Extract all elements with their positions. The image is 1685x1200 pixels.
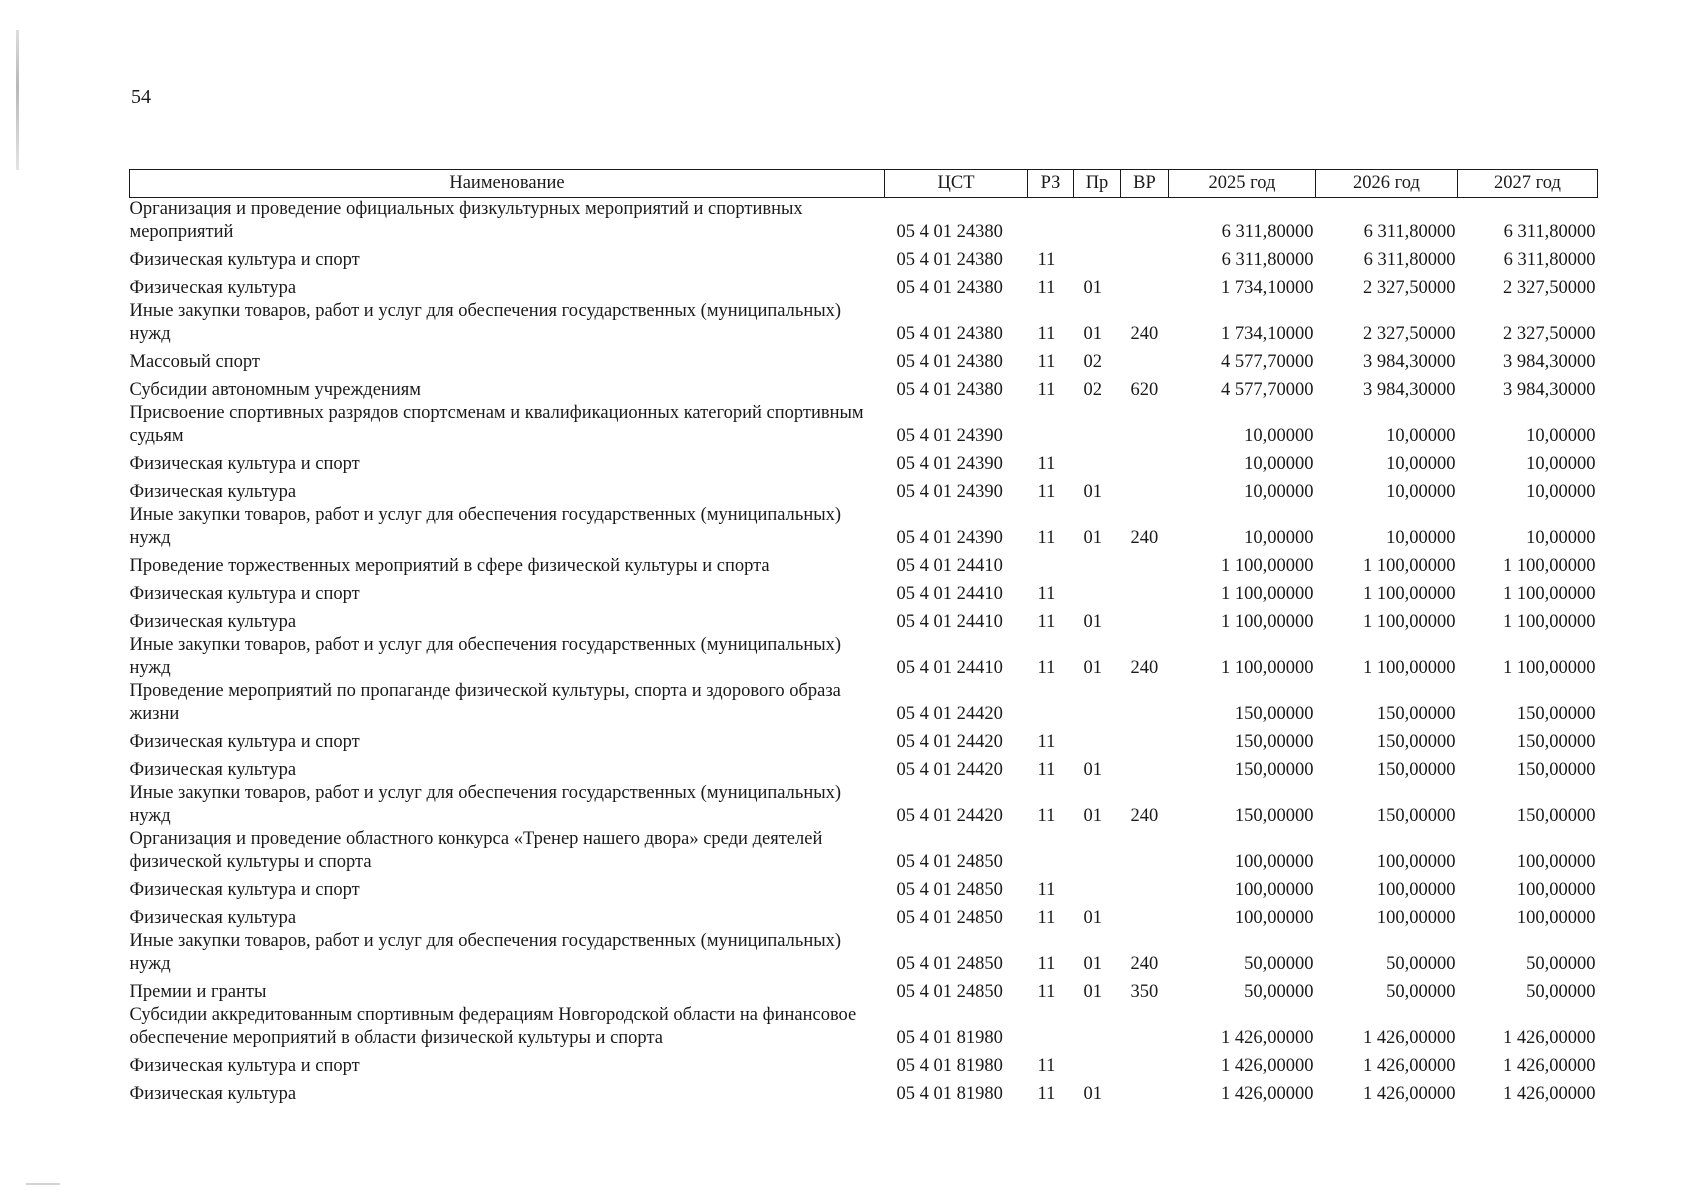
row-rz: 11: [1037, 528, 1056, 548]
row-amount-2027: 150,00000: [1516, 760, 1596, 780]
row-amount-2026: 10,00000: [1386, 482, 1456, 502]
row-vr: [1121, 1004, 1169, 1050]
row-pr: 01: [1083, 278, 1102, 298]
row-name: Премии и гранты: [129, 982, 267, 1002]
row-vr: [1121, 828, 1169, 874]
row-code: 05 4 01 81980: [896, 1056, 1003, 1076]
row-amount-2027: 3 984,30000: [1503, 380, 1596, 400]
row-pr: 01: [1083, 482, 1102, 502]
row-amount-2026: 6 311,80000: [1363, 250, 1456, 270]
row-amount-2026: 150,00000: [1376, 704, 1456, 724]
row-rz: 11: [1037, 806, 1056, 826]
row-vr: [1121, 754, 1169, 782]
row-code: 05 4 01 24420: [896, 704, 1003, 724]
row-pr: [1074, 448, 1121, 476]
table-row: [130, 902, 1598, 930]
row-code: 05 4 01 24380: [896, 380, 1003, 400]
row-name: Физическая культура и спорт: [129, 454, 360, 474]
header-vr: ВР: [1121, 170, 1169, 198]
row-amount-2027: 1 426,00000: [1503, 1028, 1596, 1048]
row-pr: [1074, 726, 1121, 754]
row-name: Субсидии аккредитованным спортивным федерациям Новгородской области на финансовое обеспечение мероприятий в области физической культуры и спорта: [129, 1005, 857, 1048]
row-amount-2027: 100,00000: [1516, 880, 1596, 900]
row-name: Иные закупки товаров, работ и услуг для обеспечения государственных (муниципальных) нужд: [129, 931, 842, 974]
row-vr: [1121, 346, 1169, 374]
table-row: [130, 244, 1598, 272]
row-amount-2025: 150,00000: [1234, 704, 1314, 724]
row-name: Физическая культура: [129, 278, 297, 298]
table-row: [130, 504, 1598, 550]
header-pr: Пр: [1074, 170, 1121, 198]
row-rz: [1028, 402, 1074, 448]
row-code: 05 4 01 24380: [896, 278, 1003, 298]
row-rz: 11: [1037, 732, 1056, 752]
row-amount-2026: 1 100,00000: [1363, 584, 1456, 604]
row-amount-2025: 50,00000: [1244, 954, 1314, 974]
row-amount-2026: 1 426,00000: [1363, 1084, 1456, 1104]
table-row: [130, 726, 1598, 754]
row-amount-2027: 10,00000: [1526, 528, 1596, 548]
row-amount-2027: 10,00000: [1526, 426, 1596, 446]
row-amount-2026: 100,00000: [1376, 908, 1456, 928]
row-name: Иные закупки товаров, работ и услуг для обеспечения государственных (муниципальных) нужд: [129, 505, 842, 548]
row-name: Физическая культура и спорт: [129, 1056, 360, 1076]
row-rz: 11: [1037, 760, 1056, 780]
row-name: Физическая культура: [129, 482, 297, 502]
row-vr: [1121, 550, 1169, 578]
row-name: Физическая культура и спорт: [129, 880, 360, 900]
row-amount-2025: 150,00000: [1234, 806, 1314, 826]
row-amount-2025: 100,00000: [1234, 880, 1314, 900]
row-pr: 01: [1083, 528, 1102, 548]
row-vr: [1121, 448, 1169, 476]
row-amount-2027: 3 984,30000: [1503, 352, 1596, 372]
row-amount-2027: 10,00000: [1526, 454, 1596, 474]
row-code: 05 4 01 24410: [896, 612, 1003, 632]
row-pr: [1074, 874, 1121, 902]
table-row: [130, 476, 1598, 504]
row-amount-2026: 1 100,00000: [1363, 658, 1456, 678]
row-amount-2027: 1 426,00000: [1503, 1084, 1596, 1104]
row-amount-2025: 10,00000: [1244, 454, 1314, 474]
row-amount-2026: 150,00000: [1376, 806, 1456, 826]
row-rz: 11: [1037, 454, 1056, 474]
row-vr: [1121, 1078, 1169, 1106]
row-rz: [1028, 1004, 1074, 1050]
row-vr: 240: [1130, 324, 1159, 344]
table-row: [130, 754, 1598, 782]
row-vr: 240: [1130, 806, 1159, 826]
table-header: [130, 170, 1598, 198]
row-pr: 01: [1083, 612, 1102, 632]
row-name: Субсидии автономным учреждениям: [129, 380, 421, 400]
table-row: [130, 634, 1598, 680]
row-code: 05 4 01 24380: [896, 324, 1003, 344]
row-amount-2026: 100,00000: [1376, 880, 1456, 900]
row-amount-2025: 4 577,70000: [1221, 352, 1314, 372]
row-rz: [1028, 828, 1074, 874]
table-row: [130, 300, 1598, 346]
row-amount-2027: 6 311,80000: [1503, 222, 1596, 242]
row-name: Физическая культура и спорт: [129, 250, 360, 270]
row-rz: 11: [1037, 352, 1056, 372]
row-vr: [1121, 874, 1169, 902]
row-amount-2027: 1 100,00000: [1503, 658, 1596, 678]
row-code: 05 4 01 24380: [896, 352, 1003, 372]
row-code: 05 4 01 24850: [896, 982, 1003, 1002]
row-amount-2025: 10,00000: [1244, 426, 1314, 446]
row-name: Иные закупки товаров, работ и услуг для обеспечения государственных (муниципальных) нужд: [129, 301, 842, 344]
row-rz: 11: [1037, 584, 1056, 604]
row-name: Проведение торжественных мероприятий в сфере физической культуры и спорта: [129, 556, 770, 576]
row-vr: 240: [1130, 954, 1159, 974]
row-vr: [1121, 902, 1169, 930]
row-amount-2025: 1 426,00000: [1221, 1056, 1314, 1076]
row-amount-2025: 4 577,70000: [1221, 380, 1314, 400]
row-vr: [1121, 1050, 1169, 1078]
row-vr: [1121, 272, 1169, 300]
row-pr: [1074, 244, 1121, 272]
row-pr: 01: [1083, 954, 1102, 974]
row-amount-2026: 150,00000: [1376, 732, 1456, 752]
row-code: 05 4 01 24850: [896, 852, 1003, 872]
row-amount-2027: 6 311,80000: [1503, 250, 1596, 270]
row-amount-2027: 1 100,00000: [1503, 584, 1596, 604]
row-amount-2026: 150,00000: [1376, 760, 1456, 780]
header-row: [130, 170, 1598, 198]
row-pr: [1074, 828, 1121, 874]
row-pr: 02: [1083, 352, 1102, 372]
table-row: [130, 976, 1598, 1004]
row-vr: [1121, 726, 1169, 754]
row-amount-2027: 1 426,00000: [1503, 1056, 1596, 1076]
row-amount-2026: 6 311,80000: [1363, 222, 1456, 242]
table-body: [130, 198, 1598, 1107]
row-amount-2026: 1 100,00000: [1363, 612, 1456, 632]
row-amount-2025: 100,00000: [1234, 852, 1314, 872]
row-name: Организация и проведение областного конкурса «Тренер нашего двора» среди деятелей физической культуры и спорта: [129, 829, 823, 872]
table-row: [130, 578, 1598, 606]
table-row: [130, 346, 1598, 374]
row-amount-2027: 150,00000: [1516, 704, 1596, 724]
table-row: [130, 1078, 1598, 1106]
row-amount-2026: 2 327,50000: [1363, 324, 1456, 344]
row-vr: [1121, 244, 1169, 272]
row-amount-2026: 3 984,30000: [1363, 352, 1456, 372]
row-amount-2025: 100,00000: [1234, 908, 1314, 928]
row-amount-2026: 100,00000: [1376, 852, 1456, 872]
row-amount-2025: 1 426,00000: [1221, 1084, 1314, 1104]
row-rz: 11: [1037, 982, 1056, 1002]
row-amount-2025: 10,00000: [1244, 482, 1314, 502]
row-vr: 240: [1130, 658, 1159, 678]
row-amount-2026: 10,00000: [1386, 454, 1456, 474]
row-code: 05 4 01 81980: [896, 1084, 1003, 1104]
row-rz: 11: [1037, 908, 1056, 928]
row-code: 05 4 01 24420: [896, 806, 1003, 826]
row-rz: 11: [1037, 612, 1056, 632]
budget-table: [129, 169, 1598, 1106]
table-row: [130, 402, 1598, 448]
row-rz: [1028, 198, 1074, 245]
row-vr: [1121, 476, 1169, 504]
table-row: [130, 606, 1598, 634]
row-rz: 11: [1037, 1056, 1056, 1076]
row-rz: 11: [1037, 954, 1056, 974]
row-name: Массовый спорт: [129, 352, 260, 372]
row-rz: 11: [1037, 482, 1056, 502]
row-code: 05 4 01 24380: [896, 250, 1003, 270]
row-pr: [1074, 550, 1121, 578]
row-amount-2025: 150,00000: [1234, 732, 1314, 752]
row-name: Присвоение спортивных разрядов спортсменам и квалификационных категорий спортивным судьям: [129, 403, 864, 446]
row-code: 05 4 01 24410: [896, 584, 1003, 604]
header-name: Наименование: [130, 170, 885, 198]
row-vr: [1121, 606, 1169, 634]
row-code: 05 4 01 24410: [896, 556, 1003, 576]
header-code: ЦСТ: [885, 170, 1028, 198]
row-rz: [1028, 680, 1074, 726]
table-row: [130, 374, 1598, 402]
table-row: [130, 782, 1598, 828]
row-amount-2025: 6 311,80000: [1221, 250, 1314, 270]
row-pr: [1074, 680, 1121, 726]
row-vr: 350: [1130, 982, 1159, 1002]
row-rz: 11: [1037, 658, 1056, 678]
row-amount-2025: 6 311,80000: [1221, 222, 1314, 242]
row-rz: 11: [1037, 250, 1056, 270]
row-code: 05 4 01 24390: [896, 528, 1003, 548]
row-pr: 01: [1083, 760, 1102, 780]
row-name: Физическая культура: [129, 760, 297, 780]
row-amount-2026: 50,00000: [1386, 954, 1456, 974]
row-amount-2025: 1 426,00000: [1221, 1028, 1314, 1048]
row-name: Физическая культура и спорт: [129, 584, 360, 604]
row-amount-2027: 2 327,50000: [1503, 278, 1596, 298]
row-vr: [1121, 578, 1169, 606]
row-amount-2025: 1 100,00000: [1221, 556, 1314, 576]
row-amount-2025: 1 100,00000: [1221, 658, 1314, 678]
scan-edge-artifact: [16, 30, 19, 170]
table-row: [130, 198, 1598, 245]
row-pr: 01: [1083, 1084, 1102, 1104]
row-code: 05 4 01 24850: [896, 880, 1003, 900]
row-name: Иные закупки товаров, работ и услуг для обеспечения государственных (муниципальных) нужд: [129, 783, 842, 826]
row-amount-2025: 10,00000: [1244, 528, 1314, 548]
row-amount-2026: 10,00000: [1386, 426, 1456, 446]
row-rz: 11: [1037, 278, 1056, 298]
row-pr: [1074, 578, 1121, 606]
row-pr: [1074, 198, 1121, 245]
row-pr: 01: [1083, 908, 1102, 928]
row-amount-2026: 10,00000: [1386, 528, 1456, 548]
header-2026: 2026 год: [1316, 170, 1458, 198]
row-name: Проведение мероприятий по пропаганде физической культуры, спорта и здорового образа жизни: [129, 681, 841, 724]
row-code: 05 4 01 24850: [896, 954, 1003, 974]
row-name: Физическая культура: [129, 1084, 297, 1104]
row-code: 05 4 01 24390: [896, 482, 1003, 502]
row-code: 05 4 01 24420: [896, 732, 1003, 752]
table-row: [130, 448, 1598, 476]
row-pr: 02: [1083, 380, 1102, 400]
table-row: [130, 550, 1598, 578]
row-amount-2027: 100,00000: [1516, 908, 1596, 928]
row-vr: [1121, 402, 1169, 448]
table-row: [130, 680, 1598, 726]
row-code: 05 4 01 24410: [896, 658, 1003, 678]
header-2025: 2025 год: [1169, 170, 1316, 198]
row-amount-2025: 150,00000: [1234, 760, 1314, 780]
row-code: 05 4 01 24390: [896, 454, 1003, 474]
row-code: 05 4 01 24390: [896, 426, 1003, 446]
row-pr: 01: [1083, 982, 1102, 1002]
scan-mark-artifact: [26, 1183, 60, 1185]
row-amount-2027: 150,00000: [1516, 732, 1596, 752]
row-pr: 01: [1083, 806, 1102, 826]
row-name: Физическая культура: [129, 908, 297, 928]
row-pr: 01: [1083, 324, 1102, 344]
table-row: [130, 828, 1598, 874]
row-amount-2027: 150,00000: [1516, 806, 1596, 826]
header-rz: РЗ: [1028, 170, 1074, 198]
row-code: 05 4 01 24380: [896, 222, 1003, 242]
row-vr: 240: [1130, 528, 1159, 548]
table-row: [130, 874, 1598, 902]
row-pr: [1074, 402, 1121, 448]
row-pr: 01: [1083, 658, 1102, 678]
row-amount-2026: 1 100,00000: [1363, 556, 1456, 576]
row-amount-2025: 50,00000: [1244, 982, 1314, 1002]
row-amount-2027: 10,00000: [1526, 482, 1596, 502]
row-code: 05 4 01 24420: [896, 760, 1003, 780]
row-name: Иные закупки товаров, работ и услуг для обеспечения государственных (муниципальных) нужд: [129, 635, 842, 678]
row-vr: 620: [1130, 380, 1159, 400]
table-row: [130, 930, 1598, 976]
row-amount-2026: 3 984,30000: [1363, 380, 1456, 400]
row-amount-2027: 50,00000: [1526, 954, 1596, 974]
row-amount-2026: 2 327,50000: [1363, 278, 1456, 298]
row-amount-2027: 1 100,00000: [1503, 612, 1596, 632]
row-rz: 11: [1037, 380, 1056, 400]
row-amount-2025: 1 734,10000: [1221, 324, 1314, 344]
row-name: Физическая культура: [129, 612, 297, 632]
row-rz: [1028, 550, 1074, 578]
row-code: 05 4 01 81980: [896, 1028, 1003, 1048]
row-amount-2026: 50,00000: [1386, 982, 1456, 1002]
row-rz: 11: [1037, 1084, 1056, 1104]
table-row: [130, 272, 1598, 300]
row-name: Организация и проведение официальных физкультурных мероприятий и спортивных мероприятий: [129, 199, 803, 242]
table-row: [130, 1050, 1598, 1078]
row-vr: [1121, 198, 1169, 245]
row-amount-2025: 1 100,00000: [1221, 584, 1314, 604]
row-amount-2025: 1 100,00000: [1221, 612, 1314, 632]
row-pr: [1074, 1004, 1121, 1050]
header-2027: 2027 год: [1458, 170, 1598, 198]
row-amount-2027: 100,00000: [1516, 852, 1596, 872]
row-vr: [1121, 680, 1169, 726]
row-amount-2026: 1 426,00000: [1363, 1028, 1456, 1048]
row-amount-2027: 1 100,00000: [1503, 556, 1596, 576]
row-amount-2025: 1 734,10000: [1221, 278, 1314, 298]
row-name: Физическая культура и спорт: [129, 732, 360, 752]
row-amount-2027: 2 327,50000: [1503, 324, 1596, 344]
page-number: 54: [131, 86, 151, 108]
row-code: 05 4 01 24850: [896, 908, 1003, 928]
row-rz: 11: [1037, 324, 1056, 344]
row-amount-2026: 1 426,00000: [1363, 1056, 1456, 1076]
table-row: [130, 1004, 1598, 1050]
row-rz: 11: [1037, 880, 1056, 900]
row-amount-2027: 50,00000: [1526, 982, 1596, 1002]
row-pr: [1074, 1050, 1121, 1078]
